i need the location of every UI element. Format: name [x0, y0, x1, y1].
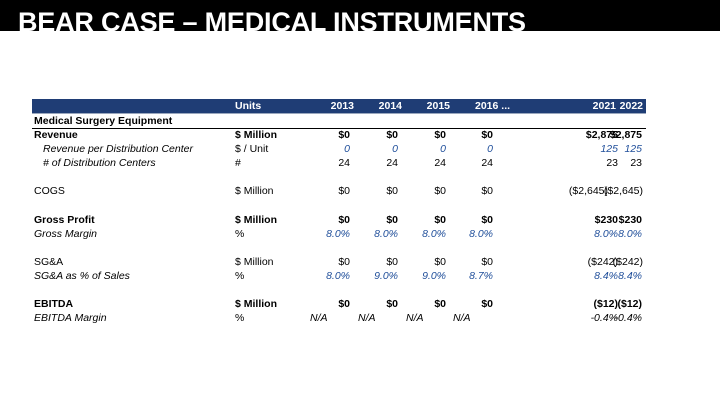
row-value: $0	[481, 256, 493, 268]
header-year-2015: 2015	[426, 100, 450, 112]
row-value: 8.0%	[594, 228, 618, 240]
row-value: $0	[481, 185, 493, 197]
row-value: 8.0%	[326, 270, 350, 282]
row-value: N/A	[453, 312, 471, 324]
row-unit: $ Million	[235, 185, 274, 197]
row-value: 9.0%	[374, 270, 398, 282]
row-value: 24	[386, 157, 398, 169]
row-value: $230	[594, 214, 618, 226]
section-title: Medical Surgery Equipment	[34, 115, 173, 127]
row-value: $0	[338, 298, 350, 310]
row-value: $0	[434, 256, 446, 268]
title-bar	[0, 0, 720, 31]
row-value: $0	[434, 185, 446, 197]
row-value: N/A	[406, 312, 424, 324]
row-unit: %	[235, 228, 245, 240]
row-label: SG&A as % of Sales	[34, 270, 130, 282]
row-value: 8.0%	[374, 228, 398, 240]
row-label: Revenue	[34, 129, 78, 141]
row-value: ($242)	[587, 256, 618, 268]
row-value: ($12)	[593, 298, 618, 310]
row-value: 24	[338, 157, 350, 169]
row-value: N/A	[358, 312, 376, 324]
row-value: ($12)	[617, 298, 642, 310]
row-value: $0	[481, 214, 493, 226]
row-value: $0	[386, 256, 398, 268]
row-value: 23	[606, 157, 618, 169]
header-year-2014: 2014	[378, 100, 402, 112]
row-value: 8.7%	[469, 270, 493, 282]
row-value: 0	[392, 143, 398, 155]
row-value: $0	[338, 129, 350, 141]
table-header-row	[32, 99, 646, 114]
row-value: 8.0%	[469, 228, 493, 240]
row-label: EBITDA	[34, 298, 74, 310]
header-units: Units	[235, 100, 262, 112]
row-value: 24	[481, 157, 493, 169]
slide-title: BEAR CASE – MEDICAL INSTRUMENTS	[18, 7, 526, 31]
header-year-2021: 2021	[592, 100, 616, 112]
row-value: 0	[440, 143, 446, 155]
row-value: N/A	[310, 312, 328, 324]
row-value: -0.4%	[614, 312, 642, 324]
row-unit: %	[235, 312, 245, 324]
row-unit: #	[235, 157, 241, 169]
row-value: 125	[624, 143, 642, 155]
header-year-2016: 2016 ...	[475, 100, 511, 112]
row-unit: $ Million	[235, 214, 277, 226]
row-value: 8.4%	[594, 270, 618, 282]
row-value: 8.0%	[618, 228, 642, 240]
row-value: $230	[618, 214, 642, 226]
row-label: EBITDA Margin	[34, 312, 107, 324]
row-value: $0	[434, 129, 446, 141]
row-value: $0	[386, 214, 398, 226]
row-label: Gross Profit	[34, 214, 95, 226]
row-label: SG&A	[34, 256, 64, 268]
row-value: $2,875	[585, 129, 618, 141]
row-value: $0	[434, 214, 446, 226]
row-value: 0	[344, 143, 350, 155]
row-value: 8.4%	[618, 270, 642, 282]
row-label: Gross Margin	[34, 228, 98, 240]
row-value: $0	[386, 298, 398, 310]
row-label: Revenue per Distribution Center	[43, 143, 193, 155]
row-value: $0	[338, 185, 350, 197]
row-label: COGS	[34, 185, 65, 197]
row-value: $0	[434, 298, 446, 310]
row-value: ($2,645)	[603, 185, 643, 197]
header-year-2022: 2022	[619, 100, 643, 112]
row-unit: $ Million	[235, 298, 277, 310]
row-unit: $ Million	[235, 256, 274, 268]
row-value: $0	[481, 129, 493, 141]
row-value: 8.0%	[326, 228, 350, 240]
row-label: # of Distribution Centers	[43, 157, 156, 169]
header-year-2013: 2013	[330, 100, 354, 112]
row-value: 125	[600, 143, 618, 155]
row-value: 23	[630, 157, 642, 169]
row-value: 0	[487, 143, 493, 155]
row-value: -0.4%	[590, 312, 618, 324]
row-value: 8.0%	[422, 228, 446, 240]
row-value: $0	[338, 256, 350, 268]
row-unit: $ / Unit	[235, 143, 269, 155]
row-value: ($242)	[612, 256, 643, 268]
row-value: 9.0%	[422, 270, 446, 282]
row-value: $0	[481, 298, 493, 310]
row-value: $0	[386, 185, 398, 197]
row-value: $2,875	[609, 129, 642, 141]
row-unit: %	[235, 270, 245, 282]
row-unit: $ Million	[235, 129, 277, 141]
row-value: $0	[338, 214, 350, 226]
row-value: $0	[386, 129, 398, 141]
row-value: ($2,645)	[568, 185, 608, 197]
row-value: 24	[434, 157, 446, 169]
